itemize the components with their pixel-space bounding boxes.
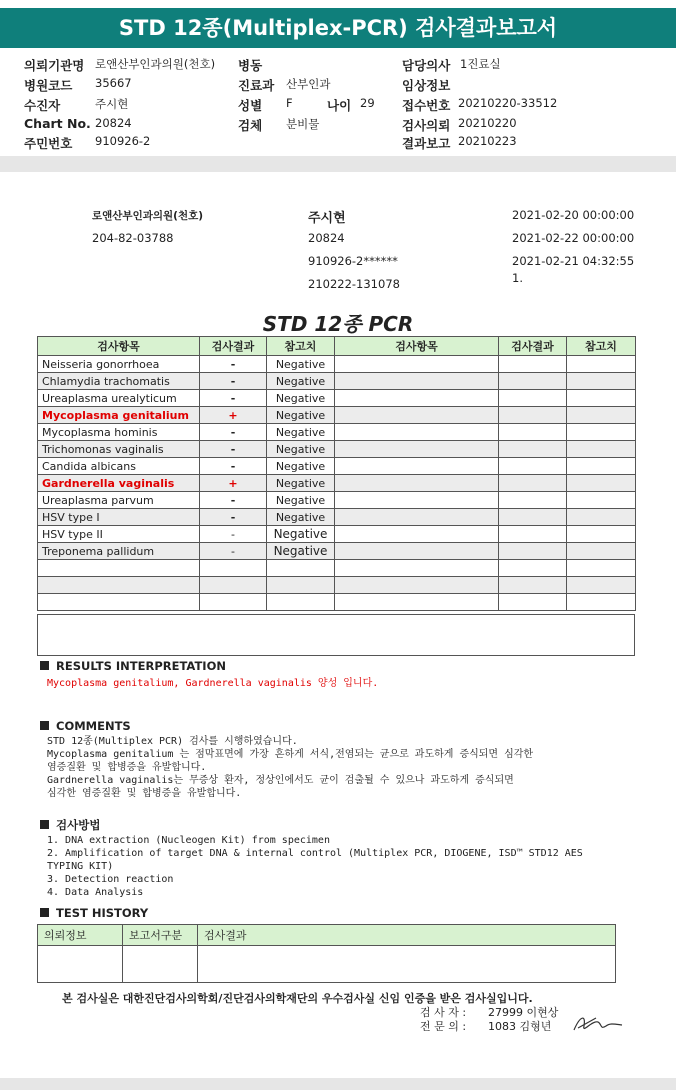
- empty-cell: [499, 492, 567, 509]
- comment-line: 심각한 염증질환 및 합병증을 유발합니다.: [47, 788, 242, 799]
- test-reference: Negative: [267, 390, 335, 407]
- comments-text: [47, 735, 533, 800]
- empty-cell: [499, 526, 567, 543]
- specialist-value: 1083 김형년: [488, 1020, 552, 1033]
- test-reference: Negative: [267, 424, 335, 441]
- history-header-type: 보고서구분: [123, 925, 198, 946]
- test-result: -: [200, 492, 267, 509]
- empty-cell: [335, 577, 499, 594]
- empty-cell: [499, 441, 567, 458]
- test-reference: Negative: [267, 509, 335, 526]
- empty-cell: [335, 594, 499, 611]
- test-reference: Negative: [267, 475, 335, 492]
- test-item-name: Chlamydia trachomatis: [38, 373, 200, 390]
- test-reference: Negative: [267, 356, 335, 373]
- inst-label: 의뢰기관명: [24, 58, 85, 73]
- card-page: 1.: [512, 271, 523, 285]
- empty-cell: [267, 594, 335, 611]
- card-date-2: 2021-02-22 00:00:00: [512, 231, 635, 245]
- empty-cell: [567, 509, 636, 526]
- results-table-body: [38, 356, 636, 611]
- test-result: +: [200, 407, 267, 424]
- empty-cell: [335, 407, 499, 424]
- test-reference: Negative: [267, 373, 335, 390]
- card-phone: 204-82-03788: [92, 231, 174, 245]
- empty-cell: [567, 390, 636, 407]
- history-cell: [38, 946, 123, 983]
- empty-cell: [499, 475, 567, 492]
- history-cell: [123, 946, 198, 983]
- empty-cell: [335, 356, 499, 373]
- empty-cell: [499, 407, 567, 424]
- empty-cell: [567, 475, 636, 492]
- comment-line: Mycoplasma genitalium 는 점막표면에 가장 흔하게 서식,전염되는 균으로 과도하게 증식되면 심각한: [47, 749, 534, 760]
- card-clinic: 로앤산부인과의원(천호): [92, 210, 204, 222]
- empty-cell: [38, 577, 200, 594]
- receipt-value: 20210220-33512: [458, 96, 558, 110]
- empty-cell: [567, 458, 636, 475]
- empty-cell: [267, 560, 335, 577]
- empty-cell: [499, 356, 567, 373]
- doctor-label: 담당의사: [402, 58, 451, 73]
- test-item-name: Treponema pallidum: [38, 543, 200, 560]
- sex-label: 성별: [238, 98, 263, 113]
- results-heading-text: RESULTS INTERPRETATION: [56, 659, 226, 673]
- request-label: 검사의뢰: [402, 118, 451, 133]
- table-row: [38, 407, 636, 424]
- test-history-table: [37, 924, 616, 983]
- empty-cell: [499, 390, 567, 407]
- patient-label: 수진자: [24, 98, 61, 113]
- sex-value: F: [286, 96, 293, 110]
- test-reference: Negative: [267, 543, 335, 560]
- ward-label: 병동: [238, 58, 263, 73]
- card-chart: 20824: [308, 231, 345, 245]
- test-item-name: Mycoplasma genitalium: [38, 407, 200, 424]
- square-bullet-icon: [40, 820, 49, 829]
- test-reference: Negative: [267, 407, 335, 424]
- empty-cell: [567, 526, 636, 543]
- table-row: [38, 441, 636, 458]
- test-reference: Negative: [267, 458, 335, 475]
- report-value: 20210223: [458, 134, 517, 148]
- empty-cell: [335, 560, 499, 577]
- table-row: [38, 475, 636, 492]
- empty-cell: [567, 407, 636, 424]
- empty-cell: [335, 543, 499, 560]
- results-text: Mycoplasma genitalium, Gardnerella vaginalis 양성 입니다.: [47, 678, 379, 689]
- table-row: [38, 543, 636, 560]
- empty-cell: [38, 560, 200, 577]
- square-bullet-icon: [40, 661, 49, 670]
- report-title: STD 12종(Multiplex-PCR) 검사결과보고서: [0, 8, 676, 48]
- table-row: [38, 509, 636, 526]
- empty-cell: [567, 424, 636, 441]
- chart-label: Chart No.: [24, 116, 91, 131]
- history-header-request: 의뢰정보: [38, 925, 123, 946]
- test-result: -: [200, 441, 267, 458]
- empty-cell: [200, 560, 267, 577]
- doctor-value: 1진료실: [460, 57, 501, 71]
- chart-value: 20824: [95, 116, 132, 130]
- test-reference: Negative: [267, 492, 335, 509]
- empty-cell: [499, 594, 567, 611]
- inst-value: 로앤산부인과의원(천호): [95, 57, 216, 71]
- dept-label: 진료과: [238, 78, 275, 93]
- table-row: [38, 424, 636, 441]
- divider-band: [0, 156, 676, 172]
- specialist-label: 전 문 의 :: [420, 1020, 467, 1033]
- empty-cell: [567, 492, 636, 509]
- card-name: 주시현: [308, 211, 346, 226]
- comment-line: STD 12종(Multiplex PCR) 검사를 시행하였습니다.: [47, 736, 298, 747]
- table-row: [38, 458, 636, 475]
- table-row: [38, 594, 636, 611]
- empty-cell: [567, 543, 636, 560]
- test-result: -: [200, 526, 267, 543]
- method-line: TYPING KIT): [47, 861, 114, 872]
- test-result: -: [200, 373, 267, 390]
- specimen-value: 분비물: [286, 117, 320, 131]
- table-row: [38, 577, 636, 594]
- test-reference: Negative: [267, 441, 335, 458]
- empty-cell: [499, 373, 567, 390]
- header-ref-2: 참고치: [567, 337, 636, 356]
- signature-mark-icon: [570, 1010, 626, 1036]
- method-line: 4. Data Analysis: [47, 887, 144, 898]
- header-result-2: 검사결과: [499, 337, 567, 356]
- request-value: 20210220: [458, 116, 517, 130]
- patient-header: [0, 52, 676, 152]
- results-table-header: [38, 337, 636, 356]
- tester-label: 검 사 자 :: [420, 1006, 467, 1019]
- table-row: [38, 356, 636, 373]
- comments-heading-text: COMMENTS: [56, 719, 131, 733]
- test-item-name: Trichomonas vaginalis: [38, 441, 200, 458]
- pcr-title: STD 12종 PCR: [262, 312, 414, 336]
- empty-cell: [499, 424, 567, 441]
- empty-cell: [567, 594, 636, 611]
- header-item-2: 검사항목: [335, 337, 499, 356]
- table-row: [38, 373, 636, 390]
- empty-cell: [567, 560, 636, 577]
- method-line: 1. DNA extraction (Nucleogen Kit) from specimen: [47, 835, 330, 846]
- clinical-label: 임상정보: [402, 78, 451, 93]
- test-result: -: [200, 458, 267, 475]
- test-item-name: Neisseria gonorrhoea: [38, 356, 200, 373]
- empty-cell: [335, 424, 499, 441]
- method-line: 3. Detection reaction: [47, 874, 174, 885]
- test-result: -: [200, 509, 267, 526]
- history-heading-text: TEST HISTORY: [56, 906, 149, 920]
- table-row: [38, 560, 636, 577]
- receipt-label: 접수번호: [402, 98, 451, 113]
- empty-cell: [567, 373, 636, 390]
- test-result: -: [200, 390, 267, 407]
- empty-cell: [335, 475, 499, 492]
- history-header-result: 검사결과: [198, 925, 616, 946]
- test-item-name: HSV type I: [38, 509, 200, 526]
- empty-cell: [499, 543, 567, 560]
- empty-cell: [267, 577, 335, 594]
- test-item-name: Candida albicans: [38, 458, 200, 475]
- age-value: 29: [360, 96, 375, 110]
- empty-cell: [200, 594, 267, 611]
- comment-line: Gardnerella vaginalis는 무증상 환자, 정상인에서도 균이 검출될 수 있으나 과도하게 증식되면: [47, 775, 514, 786]
- test-result: -: [200, 356, 267, 373]
- history-cell: [198, 946, 616, 983]
- patient-value: 주시현: [95, 97, 129, 111]
- empty-cell: [335, 373, 499, 390]
- test-item-name: Ureaplasma urealyticum: [38, 390, 200, 407]
- dept-value: 산부인과: [286, 77, 331, 91]
- report-label: 결과보고: [402, 136, 451, 151]
- empty-cell: [499, 509, 567, 526]
- empty-cell: [499, 458, 567, 475]
- empty-cell: [499, 577, 567, 594]
- results-table: [37, 336, 636, 611]
- age-label: 나이: [327, 98, 352, 113]
- history-row: [38, 946, 616, 983]
- table-row: [38, 492, 636, 509]
- footer-band: [0, 1078, 676, 1090]
- method-line: 2. Amplification of target DNA & internal control (Multiplex PCR, DIOGENE, ISD™ STD12 AES: [47, 848, 583, 859]
- empty-cell: [567, 441, 636, 458]
- empty-cell: [335, 526, 499, 543]
- empty-cell: [335, 441, 499, 458]
- method-heading: [40, 817, 100, 833]
- hosp-code-value: 35667: [95, 76, 132, 90]
- empty-cell: [38, 594, 200, 611]
- specimen-label: 검체: [238, 118, 263, 133]
- card-receipt: 210222-131078: [308, 277, 400, 291]
- empty-cell: [335, 492, 499, 509]
- results-heading: [40, 659, 226, 673]
- test-reference: Negative: [267, 526, 335, 543]
- empty-cell: [335, 458, 499, 475]
- id-value: 910926-2: [95, 134, 151, 148]
- results-table-footer-box: [37, 614, 635, 656]
- table-row: [38, 390, 636, 407]
- method-text: [47, 834, 583, 899]
- history-header-row: [38, 925, 616, 946]
- card-id: 910926-2******: [308, 254, 398, 268]
- empty-cell: [567, 577, 636, 594]
- card-date-1: 2021-02-20 00:00:00: [512, 208, 635, 222]
- empty-cell: [567, 356, 636, 373]
- test-item-name: HSV type II: [38, 526, 200, 543]
- test-result: +: [200, 475, 267, 492]
- id-label: 주민번호: [24, 136, 73, 151]
- card-date-3: 2021-02-21 04:32:55: [512, 254, 635, 268]
- header-ref-1: 참고치: [267, 337, 335, 356]
- empty-cell: [200, 577, 267, 594]
- test-item-name: Mycoplasma hominis: [38, 424, 200, 441]
- hosp-code-label: 병원코드: [24, 78, 73, 93]
- test-item-name: Ureaplasma parvum: [38, 492, 200, 509]
- method-heading-text: 검사방법: [56, 818, 101, 832]
- empty-cell: [335, 390, 499, 407]
- certification-statement: 본 검사실은 대한진단검사의학회/진단검사의학재단의 우수검사실 신임 인증을 받은 검사실입니다.: [62, 992, 533, 1005]
- table-row: [38, 526, 636, 543]
- test-result: -: [200, 424, 267, 441]
- square-bullet-icon: [40, 908, 49, 917]
- history-heading: [40, 906, 148, 920]
- comment-line: 염증질환 및 합병증을 유발합니다.: [47, 762, 207, 773]
- test-result: -: [200, 543, 267, 560]
- header-item-1: 검사항목: [38, 337, 200, 356]
- empty-cell: [335, 509, 499, 526]
- header-result-1: 검사결과: [200, 337, 267, 356]
- empty-cell: [499, 560, 567, 577]
- square-bullet-icon: [40, 721, 49, 730]
- comments-heading: [40, 719, 131, 733]
- test-item-name: Gardnerella vaginalis: [38, 475, 200, 492]
- tester-value: 27999 이현상: [488, 1006, 559, 1019]
